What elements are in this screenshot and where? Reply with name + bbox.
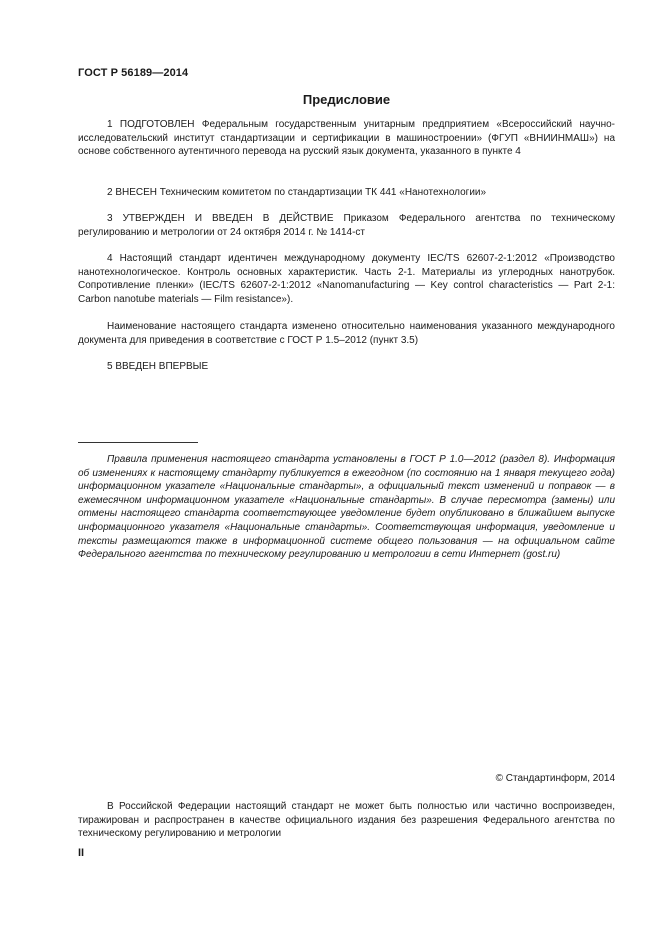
reproduction-notice: В Российской Федерации настоящий стандарт не может быть полностью или частично воспроизведен, тиражирован и распространен в качестве официального издания без разрешения Федерального агентства по техническому регулированию и метрологии bbox=[78, 801, 615, 840]
foreword-item-3: 3 УТВЕРЖДЕН И ВВЕДЕН В ДЕЙСТВИЕ Приказом Федерального агентства по техническому регулированию и метрологии от 24 октября 2014 г. № 1414-ст bbox=[78, 213, 615, 238]
document-id: ГОСТ Р 56189—2014 bbox=[78, 67, 189, 79]
page-number: II bbox=[78, 847, 85, 859]
foreword-item-4: 4 Настоящий стандарт идентичен международному документу IEC/TS 62607-2-1:2012 «Производство нанотехнологическое. Контроль основных характеристик. Часть 2-1. Материалы из углеродных нанотрубок. Сопротивление пленки» (IEC/TS 62607-2-1:2012 «Nanomanufacturing — Key control characteristics — Part 2-1: Carbon nanotube materials — Film resistance»). bbox=[78, 253, 615, 305]
page-title: Предисловие bbox=[302, 92, 391, 107]
foreword-item-1: 1 ПОДГОТОВЛЕН Федеральным государственным унитарным предприятием «Всероссийский научно-исследовательский институт стандартизации и сертификации в машиностроении» (ФГУП «ВНИИНМАШ») на основе собственного аутентичного перевода на русский язык документа, указанного в пункте 4 bbox=[78, 119, 615, 158]
usage-notice: Правила применения настоящего стандарта установлены в ГОСТ Р 1.0—2012 (раздел 8). Информация об изменениях к настоящему стандарту публикуется в ежегодном (по состоянию на 1 января текущего года) информационном указателе «Национальные стандарты», а официальный текст изменений и поправок — в ежемесячном информационном указателе «Национальные стандарты». В случае пересмотра (замены) или отмены настоящего стандарта соответствующее уведомление будет опубликовано в ближайшем выпуске информационного указателя «Национальные стандарты». Соответствующая информация, уведомление и тексты размещаются также в информационной системе общего пользования — на официальном сайте Федерального агентства по техническому регулированию и метрологии в сети Интернет (gost.ru) bbox=[78, 454, 615, 561]
foreword-item-5: 5 ВВЕДЕН ВПЕРВЫЕ bbox=[107, 361, 209, 372]
copyright-line: © Стандартинформ, 2014 bbox=[495, 773, 615, 784]
foreword-item-2: 2 ВНЕСЕН Техническим комитетом по стандартизации ТК 441 «Нанотехнологии» bbox=[107, 187, 487, 198]
foreword-item-4-note: Наименование настоящего стандарта изменено относительно наименования указанного международного документа для приведения в соответствие с ГОСТ Р 1.5–2012 (пункт 3.5) bbox=[78, 321, 615, 346]
notice-divider bbox=[78, 442, 198, 443]
